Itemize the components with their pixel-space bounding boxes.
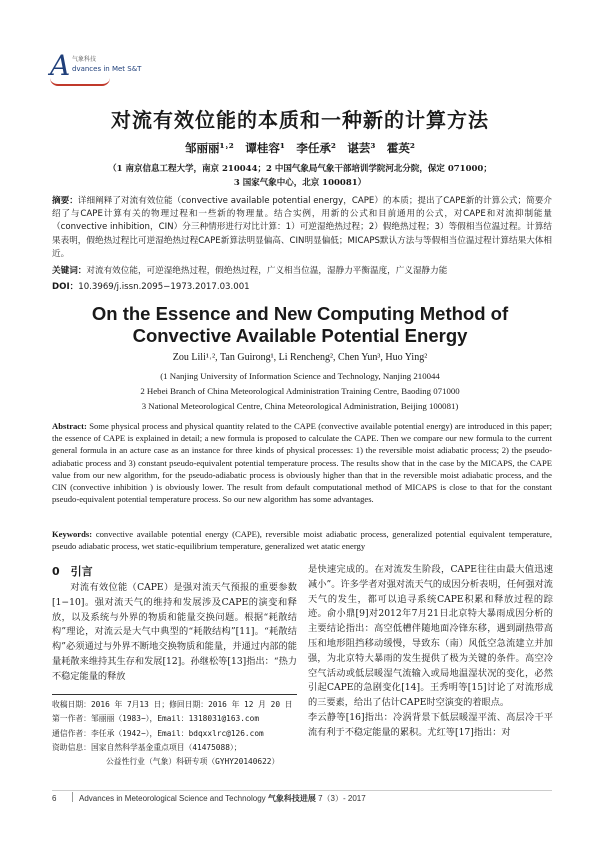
journal-logo — [50, 48, 140, 88]
authors-en: Zou Lili¹˒², Tan Guirong¹, Li Rencheng², Chen Yun³, Huo Ying² — [172, 352, 428, 363]
affiliation-en-line: 2 Hebei Branch of China Meteorological Administration Training Centre, Baoding 071000 — [140, 386, 460, 396]
funding-line: 公益性行业（气象）科研专项（GYHY20140622） — [106, 757, 280, 767]
footer-rule — [52, 790, 552, 791]
affiliation-en-line: (1 Nanjing University of Information Science and Technology, Nanjing 210044 — [160, 371, 440, 381]
abstract-en — [52, 420, 552, 505]
body-column-left — [52, 581, 297, 685]
affiliation-cn-line: （1 南京信息工程大学，南京 210044；2 中国气象局气象干部培训学院河北分院，保定 071000； — [108, 164, 492, 174]
funding-line: 通信作者：李任承（1942−），Email：bdqxxlrc@126.com — [52, 728, 264, 738]
title-en-line: On the Essence and New Computing Method of — [91, 303, 509, 324]
keywords-cn-label: 关键词： — [52, 266, 87, 276]
section-heading: 0 引言 — [52, 565, 93, 578]
title-cn: 对流有效位能的本质和一种新的计算方法 — [111, 108, 489, 132]
funding-line: 资助信息：国家自然科学基金重点项目（41475088）； — [52, 742, 242, 752]
keywords-cn-text: 对流有效位能，可逆湿绝热过程，假绝热过程，广义相当位温，湿静力平衡温度，广义湿静力能 — [86, 266, 448, 276]
footer-journal: Advances in Meteorological Science and Technology — [79, 794, 266, 803]
abstract-cn-label: 摘要： — [52, 196, 78, 206]
affiliation-en-line: 3 National Meteorological Centre, China Meteorological Administration, Beijing 100081) — [141, 401, 459, 411]
funding-line: 收稿日期：2016 年 7月13 日；修回日期：2016 年 12 月 20 日 — [52, 700, 293, 709]
keywords-en-text: convective available potential energy (CAPE), reversible moist adiabatic process, generalized potential equivalent temperature, pseudo adiabatic process, wet static-equilibrium temperature, generalized wet atatic energy — [52, 529, 552, 552]
logo-mark: A — [50, 49, 71, 82]
title-en — [0, 303, 600, 347]
body-paragraph: 是快速完成的。在对流发生阶段，CAPE往往由最大值迅速减小”。许多学者对强对流天气的成因分析表明，任何强对流天气的发生，都可以追寻系统CAPE积累和释放过程的踪迹。俞小鼎[9]对2012年7月21日北京特大暴雨成因分析的主要结论指出：高空低槽伴随地面冷锋东移，遇到副热带高压和地形阻挡移动缓慢，导致东（南）风低空急流建立并加强，为北京特大暴雨的发生提供了极为关键的条件。高空冷空气活动或低层暖湿气流输入或局地温湿状况的变化，必然引起CAPE的急剧变化[14]。王秀明等[15]讨论了对流形成的三要素，给出了估计CAPE时空演变的着眼点。 — [308, 564, 553, 709]
abstract-cn-text: 详细阐释了对流有效位能（convective available potential energy，CAPE）的本质；提出了CAPE新的计算公式；简要介绍了与CAPE计算有关的物理过程和一些新的物理量。结合实例，用新的公式和目前通用的公式，对CAPE和对流抑制能量（convective inhibition，CIN）分三种情形进行对比计算：1）可逆湿绝热过程；2）假绝热过程；3）等假相当位温过程。计算结果表明，假绝热过程比可逆湿绝热过程CAPE新算法明显偏高、CIN明显偏低；MICAPS默认方法与等假相当位温过程计算结果大体相近。 — [52, 196, 552, 259]
abstract-en-label: Abstract: — [52, 421, 87, 431]
authors-cn: 邹丽丽¹˒² 谭桂容¹ 李任承² 谌芸³ 霍英² — [185, 141, 415, 155]
logo-en: dvances in Met S&T — [72, 65, 142, 73]
page-number: 6 — [52, 794, 57, 803]
title-en-line: Convective Available Potential Energy — [132, 325, 468, 346]
keywords-en-label: Keywords: — [52, 529, 93, 539]
affiliation-cn-line: 3 国家气象中心，北京 100081） — [233, 178, 367, 188]
logo-swoosh — [50, 78, 110, 86]
doi-label: DOI： — [52, 282, 79, 292]
funding-box — [52, 694, 297, 769]
footer-divider — [72, 792, 73, 802]
body-paragraph: 李云静等[16]指出：冷涡背景下低层暖湿平流、高层冷干平流有利于不稳定能量的累积。尤红等[17]指出：对 — [308, 711, 553, 738]
doi — [52, 281, 552, 294]
body-column-right — [308, 563, 553, 741]
footer-issue: 7（3）- 2017 — [318, 794, 366, 803]
footer-journal-cn: 气象科技进展 — [267, 794, 316, 803]
page-footer — [52, 792, 366, 804]
keywords-cn — [52, 265, 552, 278]
keywords-en — [52, 528, 552, 552]
body-paragraph: 对流有效位能（CAPE）是强对流天气预报的重要参数[1−10]。强对流天气的维持和发展涉及CAPE的演变和释放，以及系统与外界的物质和能量交换问题。根据“耗散结构”理论，对流云是大气中典型的“耗散结构”[11]。“耗散结构”必须通过与外界不断地交换物质和能量，并通过内部的能量耗散来维持其生存和发展[12]。孙继松等[13]指出：“热力不稳定能量的释放 — [52, 582, 297, 682]
abstract-en-text: Some physical process and physical quantity related to the CAPE (convective available potential energy) are introduced in this paper; the essence of CAPE is explained in detail; a new formula is proposed to calculate the CAPE. Then we compare our new formula to the current general formula in an acture case as an instance for three kinds of physical processes: 1) the reversible moist adiabatic process; 2) the pseudo-adiabatic process and 3) constant pseudo-equivalent potential temperature process. The results show that in the case by the MICAPS, the CAPE value from our new algorithm, for the pseudo-adiabatic process is obviously higher than that in the reversible moist adiabatic process, and the CIN (convective inhibition ) is obviously lower. The result from default computational method of MICAPS is close to that for the constant pseudo-equivalent potential temperature process. So our new algorithm has some advantages. — [52, 421, 552, 505]
logo-cn: 气象科技 — [72, 56, 97, 63]
funding-line: 第一作者：邹丽丽（1983−），Email：1318031@163.com — [52, 714, 260, 724]
abstract-cn — [52, 195, 552, 261]
doi-link[interactable]: 10.3969/j.issn.2095−1973.2017.03.001 — [78, 282, 250, 292]
